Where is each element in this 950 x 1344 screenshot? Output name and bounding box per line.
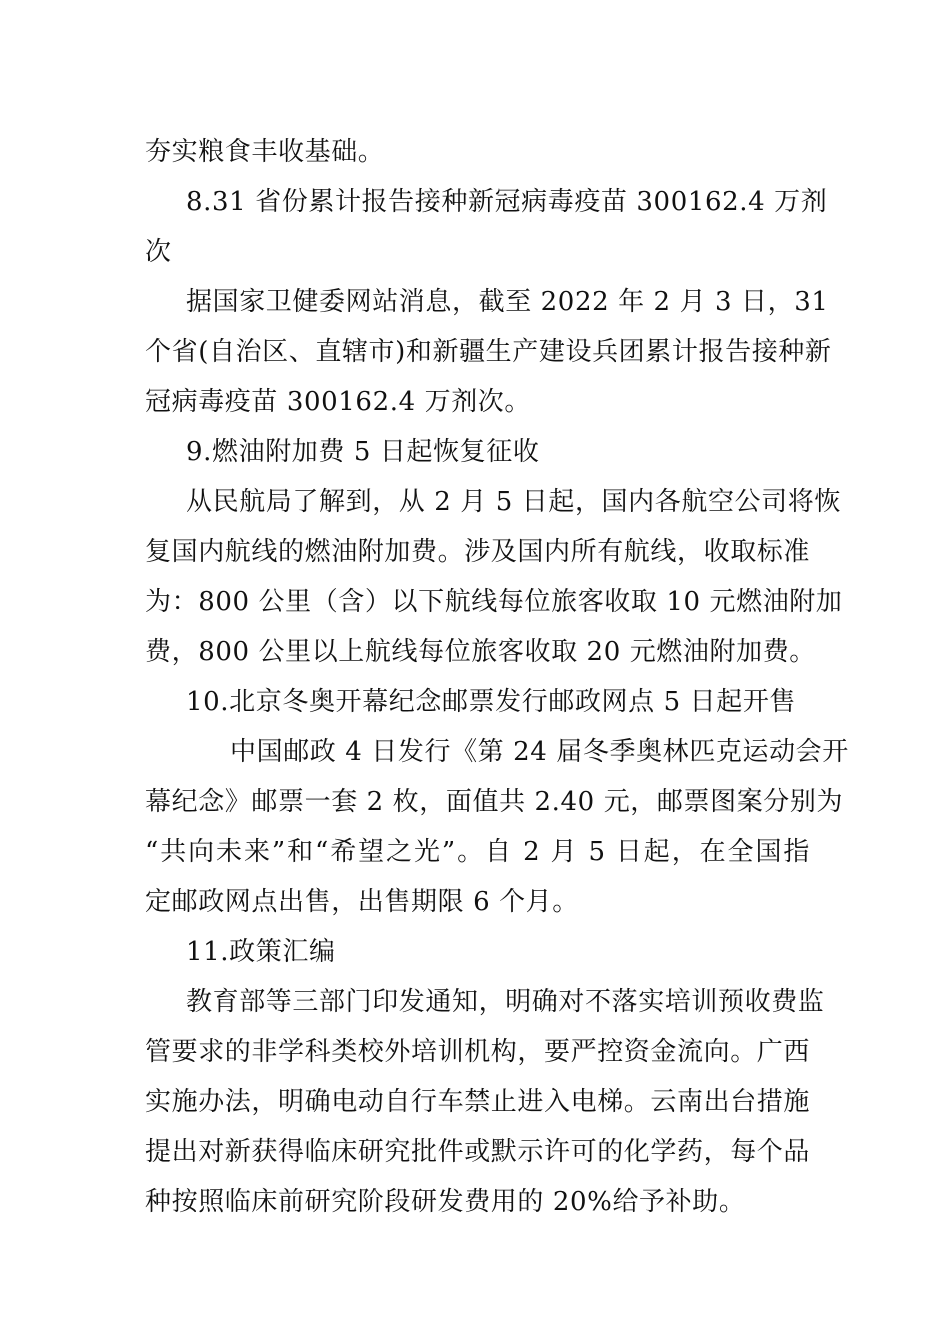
paragraph-line: 费，800 公里以上航线每位旅客收取 20 元燃油附加费。 <box>145 637 816 667</box>
paragraph-line: 据国家卫健委网站消息，截至 2022 年 2 月 3 日，31 <box>186 287 829 317</box>
paragraph-line: 冠病毒疫苗 300162.4 万剂次。 <box>145 387 531 417</box>
paragraph-line: 管要求的非学科类校外培训机构，要严控资金流向。广西 <box>145 1037 811 1067</box>
section-heading-8: 8.31 省份累计报告接种新冠病毒疫苗 300162.4 万剂 <box>186 187 828 217</box>
paragraph-line: “共向未来”和“希望之光”。自 2 月 5 日起，在全国指 <box>145 837 810 867</box>
section-heading-11: 11.政策汇编 <box>186 937 336 967</box>
paragraph-line: 为：800 公里（含）以下航线每位旅客收取 10 元燃油附加 <box>145 587 843 617</box>
paragraph-line: 定邮政网点出售，出售期限 6 个月。 <box>145 887 579 917</box>
paragraph-line: 夯实粮食丰收基础。 <box>145 137 385 167</box>
paragraph-line: 实施办法，明确电动自行车禁止进入电梯。云南出台措施 <box>145 1087 811 1117</box>
paragraph-line: 个省(自治区、直辖市)和新疆生产建设兵团累计报告接种新 <box>145 337 832 367</box>
paragraph-line: 幕纪念》邮票一套 2 枚，面值共 2.40 元，邮票图案分别为 <box>145 787 844 817</box>
paragraph-line: 复国内航线的燃油附加费。涉及国内所有航线，收取标准 <box>145 537 811 567</box>
section-heading-10: 10.北京冬奥开幕纪念邮票发行邮政网点 5 日起开售 <box>186 687 797 717</box>
paragraph-line: 教育部等三部门印发通知，明确对不落实培训预收费监 <box>186 987 825 1017</box>
paragraph-line: 从民航局了解到，从 2 月 5 日起，国内各航空公司将恢 <box>186 487 841 517</box>
paragraph-line: 种按照临床前研究阶段研发费用的 20%给予补助。 <box>145 1187 746 1217</box>
paragraph-line: 提出对新获得临床研究批件或默示许可的化学药，每个品 <box>145 1137 811 1167</box>
section-heading-9: 9.燃油附加费 5 日起恢复征收 <box>186 437 540 467</box>
section-heading-8-cont: 次 <box>145 237 172 267</box>
paragraph-line: 中国邮政 4 日发行《第 24 届冬季奥林匹克运动会开 <box>230 737 849 767</box>
